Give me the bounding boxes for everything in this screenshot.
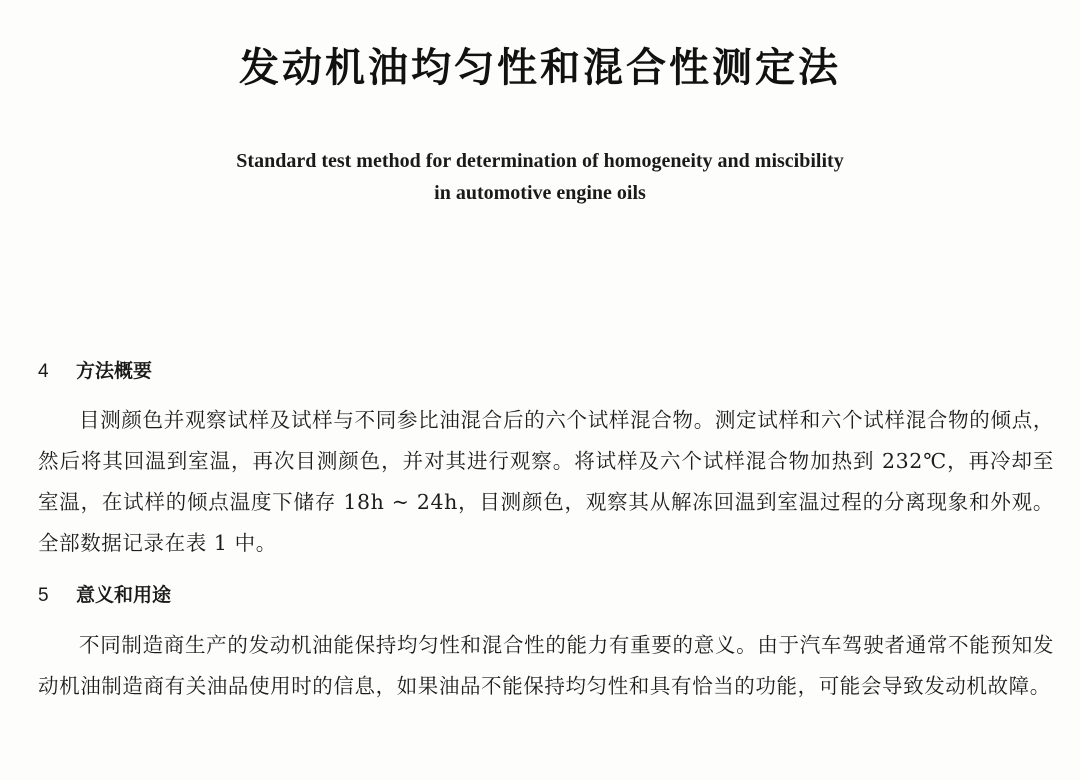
section-5-paragraph: 不同制造商生产的发动机油能保持均匀性和混合性的能力有重要的意义。由于汽车驾驶者通常不能预知发动机油制造商有关油品使用时的信息，如果油品不能保持均匀性和具有恰当的功能，可能会导致发动机故障。	[38, 633, 1054, 698]
section-5-number: 5	[38, 585, 49, 606]
english-subtitle-line-1: Standard test method for determination of homogeneity and miscibility	[236, 150, 844, 172]
section-4-paragraph: 目测颜色并观察试样及试样与不同参比油混合后的六个试样混合物。测定试样和六个试样混合物的倾点，然后将其回温到室温，再次目测颜色，并对其进行观察。将试样及六个试样混合物加热到 232℃，再冷却至室温，在试样的倾点温度下储存 18h ~ 24h，目测颜色，观察其从解冻回温到室温过程的分离现象和外观。全部数据记录在表 1 中。	[38, 408, 1054, 555]
section-4-heading	[38, 356, 152, 383]
section-5-heading	[38, 580, 171, 607]
section-4-number: 4	[38, 361, 49, 382]
document-title: 发动机油均匀性和混合性测定法	[239, 45, 841, 91]
english-subtitle-line-2: in automotive engine oils	[434, 182, 646, 204]
section-5-title: 意义和用途	[76, 584, 172, 606]
section-4-title: 方法概要	[76, 360, 153, 382]
